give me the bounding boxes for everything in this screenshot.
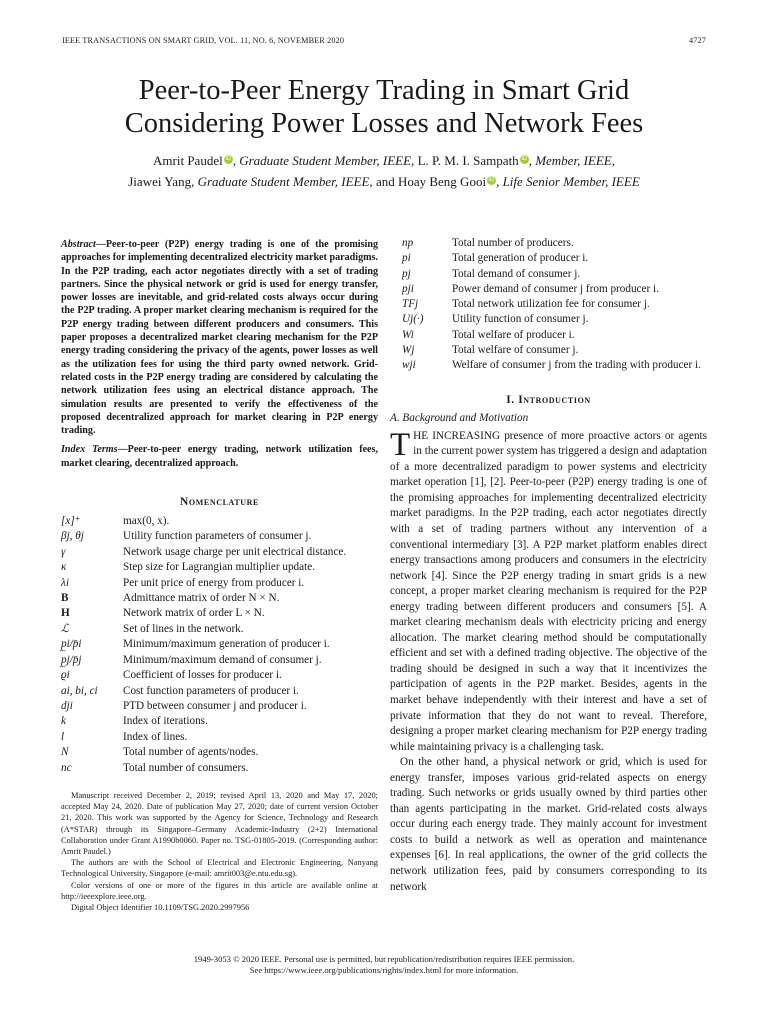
nomenclature-symbol: pj <box>402 267 411 280</box>
nomenclature-description: Total generation of producer i. <box>452 252 589 265</box>
nomenclature-row <box>61 745 378 760</box>
nomenclature-row <box>61 560 378 575</box>
orcid-icon[interactable]: iD <box>488 177 495 183</box>
page-number: 4727 <box>689 36 706 45</box>
nomenclature-row <box>390 251 707 266</box>
nomenclature-list-continued <box>390 236 707 374</box>
nomenclature-description: Total number of consumers. <box>123 761 249 774</box>
nomenclature-row <box>61 637 378 652</box>
nomenclature-symbol: N <box>61 746 69 759</box>
nomenclature-description: PTD between consumer j and producer i. <box>123 699 307 712</box>
nomenclature-row <box>390 267 707 282</box>
nomenclature-description: Per unit price of energy from producer i. <box>123 576 305 589</box>
nomenclature-symbol: p̲j/p̄j <box>61 653 82 666</box>
nomenclature-row <box>61 591 378 606</box>
nomenclature-row <box>61 514 378 529</box>
nomenclature-row <box>61 714 378 729</box>
nomenclature-row <box>390 297 707 312</box>
nomenclature-symbol: ℒ <box>61 622 70 635</box>
nomenclature-row <box>61 761 378 776</box>
nomenclature-description: Total welfare of consumer j. <box>452 344 579 357</box>
nomenclature-description: Admittance matrix of order N × N. <box>123 592 280 605</box>
introduction-body <box>390 426 707 895</box>
author-name: and Hoay Beng Gooi <box>372 174 487 189</box>
nomenclature-row <box>61 529 378 544</box>
copyright-line-1: 1949-3053 © 2020 IEEE. Personal use is permitted, but republication/redistribution requires IEEE permission. <box>193 954 575 964</box>
index-terms-text: —Peer-to-peer energy trading, network utilization fees, market clearing, decentralized approach. <box>61 444 378 469</box>
section-heading: I. Introduction <box>506 393 591 406</box>
author-name: Amrit Paudel <box>153 153 223 168</box>
nomenclature-description: Index of iterations. <box>123 715 208 728</box>
nomenclature-symbol: Wj <box>402 344 415 357</box>
nomenclature-row <box>390 236 707 251</box>
nomenclature-symbol: Uj(·) <box>402 313 424 326</box>
title-line-1: Peer-to-Peer Energy Trading in Smart Grid <box>138 75 630 106</box>
copyright-notice <box>0 954 768 976</box>
nomenclature-description: Total number of agents/nodes. <box>123 746 259 759</box>
orcid-icon[interactable]: iD <box>521 156 528 162</box>
nomenclature-description: Total number of producers. <box>452 237 574 249</box>
drop-cap: T <box>390 426 411 463</box>
author-role: , Member, IEEE, <box>528 153 615 168</box>
nomenclature-description: Network usage charge per unit electrical distance. <box>123 545 347 558</box>
nomenclature-description: Power demand of consumer j from producer i. <box>452 282 659 295</box>
paragraph: On the other hand, a physical network or grid, which is used for energy transfer, imposes various grid-related aspects on energy trading. Such networks or grids usually owned by third parties other than agents participating in the market. Grid-related costs always occur during each energy trade. They mainly account for investment costs to build a network as well as operation and maintenance expenses [6]. In real applications, the owner of the grid collects the network utilization fees, paid by consumers corresponding to its network <box>390 756 707 893</box>
nomenclature-symbol: TFj <box>402 298 419 311</box>
nomenclature-description: Coefficient of losses for producer i. <box>123 669 282 682</box>
nomenclature-row <box>61 653 378 668</box>
nomenclature-description: Minimum/maximum demand of consumer j. <box>123 653 322 666</box>
nomenclature-row <box>61 576 378 591</box>
nomenclature-symbol: B <box>61 592 69 605</box>
author-role: , Life Senior Member, IEEE <box>496 174 640 189</box>
author-role: , Graduate Student Member, IEEE, <box>232 153 415 168</box>
title-line-2: Considering Power Losses and Network Fees <box>124 108 644 139</box>
author-name: Jiawei Yang, <box>128 174 195 189</box>
copyright-line-2: See https://www.ieee.org/publications/rights/index.html for more information. <box>249 965 519 975</box>
nomenclature-row <box>61 545 378 560</box>
author-list <box>0 150 768 192</box>
nomenclature-description: Total welfare of producer i. <box>452 328 575 341</box>
nomenclature-heading: Nomenclature <box>180 496 259 509</box>
nomenclature-symbol: nc <box>61 761 72 774</box>
index-terms <box>61 443 378 470</box>
nomenclature-description: Utility function of consumer j. <box>452 313 589 326</box>
nomenclature-symbol: λi <box>61 576 69 589</box>
nomenclature-description: Total network utilization fee for consumer j. <box>452 298 650 311</box>
nomenclature-symbol: βj, θj <box>61 530 84 543</box>
nomenclature-description: Minimum/maximum generation of producer i. <box>123 638 330 651</box>
nomenclature-symbol: k <box>61 715 66 728</box>
paragraph: THE INCREASING presence of more proactive actors or agents in the current power system has triggered a design and adaptation of a more decentralized paradigm to power systems and electricity market operation [1], [2]. Peer-to-peer (P2P) energy trading is one of the promising approaches for implementing decentralized electricity market paradigms. In the P2P trading, each actor negotiates directly with a set of trading partners without any intervention of a conventional intermediary [3]. A P2P market platform enables direct energy transactions among producers and consumers in the electricity network [4]. Since the P2P energy trading in smart grids is a new concept, a proper market clearing mechanism is required for the P2P energy trading between different producers and consumers [5]. A market clearing mechanism deals with electricity pricing and energy allocation. The market clearing method should be computationally efficient and set with a defined trading objective. The objective of the trading should be designed in such a way that it incentivizes the participation of agents in the P2P market. Besides, agents in the market behave independently with their interest and have a set of private information that they do not want to reveal. Therefore, designing a proper market clearing mechanism for P2P energy trading while maintaining privacy is a challenging task. <box>390 426 707 753</box>
nomenclature-description: Set of lines in the network. <box>123 622 244 635</box>
nomenclature-row <box>61 668 378 683</box>
nomenclature-symbol: κ <box>61 561 67 574</box>
nomenclature-symbol: ai, bi, ci <box>61 684 98 697</box>
nomenclature-symbol: ϱi <box>61 669 70 682</box>
nomenclature-description: Index of lines. <box>123 730 188 743</box>
nomenclature-row <box>390 343 707 358</box>
nomenclature-row <box>390 358 707 373</box>
left-column <box>61 238 378 913</box>
nomenclature-description: max(0, x). <box>123 515 170 528</box>
nomenclature-row <box>390 282 707 297</box>
footnote-affiliation: The authors are with the School of Electrical and Electronic Engineering, Nanyang Technological University, Singapore (e-mail: amrit003@e.ntu.edu.sg). <box>61 858 378 879</box>
nomenclature-description: Welfare of consumer j from the trading with producer i. <box>452 359 701 372</box>
author-name: L. P. M. I. Sampath <box>414 153 519 168</box>
footnote-manuscript: Manuscript received December 2, 2019; revised April 13, 2020 and May 17, 2020; accepted May 24, 2020. Date of publication May 27, 2020; date of current version October 21, 2020. This work was supported by the Agency for Science, Technology and Research (A*STAR) through its Singapore–Germany Academic-Industry (2+2) International Collaboration under Grant A1990b0060. Paper no. TSG-01805-2019. (Corresponding author: Amrit Paudel.) <box>61 790 378 856</box>
footnote-doi[interactable]: Digital Object Identifier 10.1109/TSG.2020.2997956 <box>71 902 250 912</box>
paper-title <box>0 74 768 140</box>
nomenclature-symbol: [x]⁺ <box>61 515 81 528</box>
nomenclature-row <box>61 622 378 637</box>
running-header: IEEE TRANSACTIONS ON SMART GRID, VOL. 11, NO. 6, NOVEMBER 2020 <box>62 36 345 45</box>
author-line-1 <box>0 150 768 171</box>
nomenclature-symbol: Wi <box>402 328 414 341</box>
nomenclature-symbol: dji <box>61 699 73 712</box>
footnote <box>61 790 378 913</box>
nomenclature-row <box>390 312 707 327</box>
right-column <box>390 236 707 895</box>
nomenclature-list <box>61 514 378 776</box>
abstract-text: —Peer-to-peer (P2P) energy trading is one of the promising approaches for implementing decentralized electricity market paradigms. In the P2P trading, each actor negotiates directly with a set of trading partners. Since the physical network or grid is used for energy transfer, power losses are inevitable, and grid-related costs always occur during the P2P trading. A proper market clearing mechanism is required for the P2P energy trading between different producers and consumers. This paper proposes a decentralized market clearing mechanism for the P2P energy trading considering the privacy of the agents, power losses as well as the utilization fees for using the third party owned network. Grid-related costs in the P2P energy trading are considered by calculating the network utilization fees using an electrical distance approach. The simulation results are presented to verify the effectiveness of the proposed decentralized approach for market clearing in P2P energy trading. <box>61 239 378 437</box>
nomenclature-symbol: wji <box>402 359 416 372</box>
orcid-icon[interactable]: iD <box>225 156 232 162</box>
abstract-label: Abstract <box>61 239 96 250</box>
nomenclature-description: Cost function parameters of producer i. <box>123 684 299 697</box>
footnote-color: Color versions of one or more of the figures in this article are available online at http://ieeexplore.ieee.org. <box>61 880 378 901</box>
nomenclature-description: Step size for Lagrangian multiplier update. <box>123 561 315 574</box>
nomenclature-row <box>61 684 378 699</box>
nomenclature-description: Total demand of consumer j. <box>452 267 581 280</box>
nomenclature-row <box>61 699 378 714</box>
author-line-2 <box>0 171 768 192</box>
nomenclature-symbol: H <box>61 607 70 620</box>
nomenclature-symbol: np <box>402 237 414 249</box>
nomenclature-symbol: γ <box>61 545 66 558</box>
nomenclature-row <box>390 328 707 343</box>
abstract <box>61 238 378 437</box>
nomenclature-symbol: pji <box>402 282 414 295</box>
nomenclature-symbol: l <box>61 730 65 743</box>
subsection-heading: A. Background and Motivation <box>390 411 529 424</box>
nomenclature-row <box>61 730 378 745</box>
nomenclature-description: Network matrix of order L × N. <box>123 607 265 620</box>
nomenclature-symbol: p̲i/p̄i <box>61 638 82 651</box>
nomenclature-description: Utility function parameters of consumer j. <box>123 530 312 543</box>
author-role: Graduate Student Member, IEEE, <box>194 174 373 189</box>
nomenclature-row <box>61 606 378 621</box>
nomenclature-symbol: pi <box>402 252 411 265</box>
index-terms-label: Index Terms <box>61 444 118 456</box>
